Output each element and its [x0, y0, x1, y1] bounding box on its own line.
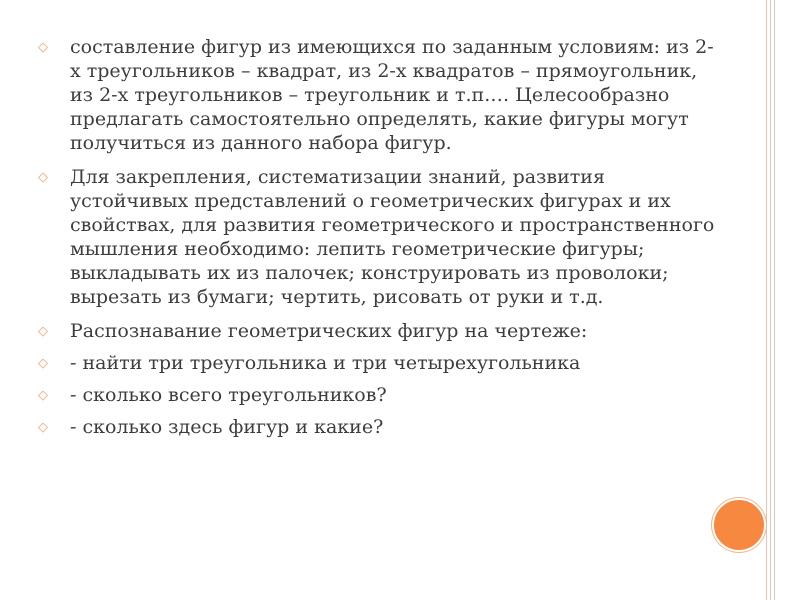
bullet-item-5 [38, 383, 718, 407]
bullet-text: - сколько всего треугольников? [70, 384, 387, 406]
bullet-list [38, 35, 718, 447]
frame-line [770, 0, 771, 600]
bullet-item-2 [38, 165, 718, 309]
frame-line [774, 0, 775, 600]
diamond-outline-icon: ◇ [38, 420, 48, 435]
diamond-outline-icon: ◇ [38, 324, 48, 339]
bullet-text: - сколько здесь фигур и какие? [70, 416, 384, 438]
bullet-item-6 [38, 415, 718, 439]
diamond-outline-icon: ◇ [38, 40, 48, 55]
accent-circle [712, 498, 766, 552]
bullet-text: составление фигур из имеющихся по заданным условиям: из 2-х треугольников – квадрат, из 2-х квадратов – прямоугольник, из 2-х треугольников – треугольник и т.п.… Целесообразно предлагать самостоятельно определять, какие фигуры могут получиться из данного набора фигур. [70, 36, 714, 154]
diamond-outline-icon: ◇ [38, 356, 48, 371]
diamond-outline-icon: ◇ [38, 388, 48, 403]
bullet-text: Распознавание геометрических фигур на чертеже: [70, 320, 588, 342]
diamond-outline-icon: ◇ [38, 170, 48, 185]
bullet-item-4 [38, 351, 718, 375]
frame-line [766, 0, 767, 600]
bullet-item-1 [38, 35, 718, 155]
bullet-item-3 [38, 319, 718, 343]
bullet-text: - найти три треугольника и три четырехугольника [70, 352, 581, 374]
bullet-text: Для закрепления, систематизации знаний, развития устойчивых представлений о геометрических фигурах и их свойствах, для развития геометрического и пространственного мышления необходимо: лепить геометрические фигуры; выкладывать их из палочек; конструировать из проволоки; вырезать из бумаги; чертить, рисовать от руки и т.д. [70, 166, 715, 308]
